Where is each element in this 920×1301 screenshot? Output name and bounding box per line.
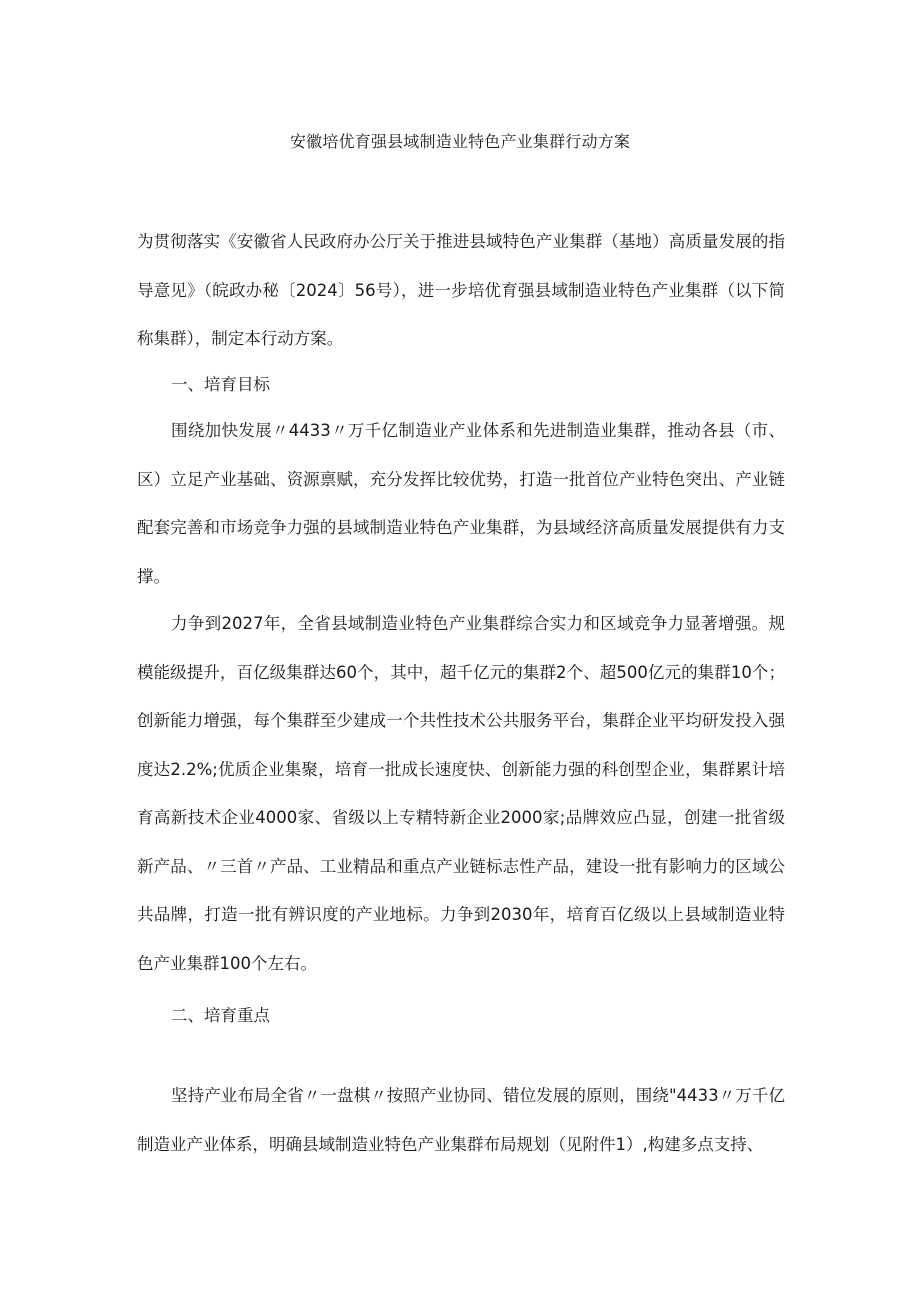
- goals-paragraph-1: 围绕加快发展〃4433〃万千亿制造业产业体系和先进制造业集群，推动各县（市、区）立足产业基础、资源禀赋，充分发挥比较优势，打造一批首位产业特色突出、产业链配套完善和市场竞争力强的县域制造业特色产业集群，为县域经济高质量发展提供有力支撑。: [137, 421, 785, 586]
- document-title: 安徽培优育强县域制造业特色产业集群行动方案: [289, 132, 631, 151]
- focus-paragraph-1: 坚持产业布局全省〃一盘棋〃按照产业协同、错位发展的原则，围绕"4433〃万千亿制造业产业体系，明确县域制造业特色产业集群布局规划（见附件1）,构建多点支持、: [137, 1086, 785, 1154]
- intro-paragraph: 为贯彻落实《安徽省人民政府办公厅关于推进县域特色产业集群（基地）高质量发展的指导意见》（皖政办秘〔2024〕56号），进一步培优育强县域制造业特色产业集群（以下简称集群），制定本行动方案。: [137, 232, 785, 348]
- section-heading-focus: 二、培育重点: [171, 1006, 270, 1025]
- section-heading-goals: 一、培育目标: [171, 375, 270, 394]
- goals-paragraph-2: 力争到2027年，全省县域制造业特色产业集群综合实力和区域竞争力显著增强。规模能级提升，百亿级集群达60个，其中，超千亿元的集群2个、超500亿元的集群10个；创新能力增强，每个集群至少建成一个共性技术公共服务平台，集群企业平均研发投入强度达2.2%;优质企业集聚，培育一批成长速度快、创新能力强的科创型企业，集群累计培育高新技术企业4000家、省级以上专精特新企业2000家;品牌效应凸显，创建一批省级新产品、〃三首〃产品、工业精品和重点产业链标志性产品，建设一批有影响力的区域公共品牌，打造一批有辨识度的产业地标。力争到2030年，培育百亿级以上县域制造业特色产业集群100个左右。: [137, 614, 785, 973]
